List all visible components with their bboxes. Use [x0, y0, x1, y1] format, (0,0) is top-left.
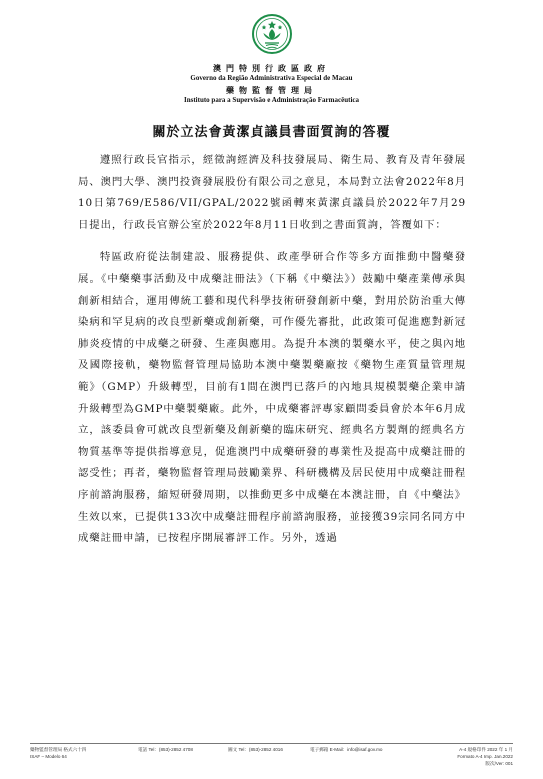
paragraph-1: 遵照行政長官指示，經徵詢經濟及科技發展局、衛生局、教育及青年發展局、澳門大學、澳門投資發展股份有限公司之意見，本局對立法會2022年8月10日第769/E586/VII/GPAL/2022號函轉來黃潔貞議員於2022年7月29日提出，行政長官辦公室於2022年8月11日收到之書面質詢，答覆如下：	[78, 154, 466, 231]
footer-fax: 圖文 Tel：(853)-2852 4016	[228, 747, 283, 752]
footer-tel: 電話 Tel：(853)-2852 4708	[138, 747, 193, 752]
document-body	[78, 150, 466, 550]
footer-form-pt: ISAF – Modelo 64	[30, 754, 67, 759]
footer-divider	[30, 743, 513, 744]
footer-print-info	[457, 746, 513, 767]
macau-emblem-icon	[251, 12, 293, 60]
document-title: 關於立法會黃潔貞議員書面質詢的答覆	[152, 125, 391, 140]
footer-form-id	[30, 746, 86, 760]
government-name-pt: Governo da Região Administrativa Especial de Macau	[190, 74, 353, 82]
institute-name-zh: 藥物監督管理局	[226, 85, 317, 95]
government-name-zh: 澳門特別行政區政府	[213, 63, 330, 73]
footer-print-pt: Formato A-4 Imp. Jan.2022	[457, 754, 513, 759]
paragraph-2: 特區政府從法制建設、服務提供、政產學研合作等多方面推動中醫藥發展。《中藥藥事活動及中成藥註冊法》（下稱《中藥法》）鼓勵中藥產業傳承與創新相結合，運用傳統工藝和現代科學技術研發創新中藥，對用於防治重大傳染病和罕見病的改良型新藥或創新藥，可作優先審批，此政策可促進應對新冠肺炎疫情的中成藥之研發、生產與應用。為提升本澳的製藥水平，使之與內地及國際接軌，藥物監督管理局協助本澳中藥製藥廠按《藥物生產質量管理規範》（GMP）升級轉型，目前有1間在澳門已落戶的內地具規模製藥企業申請升級轉型為GMP中藥製藥廠。此外，中成藥審評專家顧問委員會於本年6月成立，該委員會可就改良型新藥及創新藥的臨床研究、經典名方製劑的經典名方物質基準等提供指導意見，促進澳門中成藥研發的專業性及提高中成藥註冊的認受性；再者，藥物監督管理局鼓勵業界、科研機構及居民使用中成藥註冊程序前諮詢服務，縮短研發周期，以推動更多中成藥在本澳註冊，自《中藥法》生效以來，已提供133次中成藥註冊程序前諮詢服務，並接獲39宗同名同方中成藥註冊申請，已按程序開展審評工作。另外，透過	[78, 251, 466, 545]
footer-form-zh: 藥物監督管理局 格式六十四	[30, 747, 87, 752]
footer-version: 版次/Ver: 001	[485, 761, 513, 766]
page-footer	[0, 743, 543, 773]
footer-email: 電子郵箱 E-Mail：info@isaf.gov.mo	[310, 747, 383, 752]
footer-print-zh: A-4 規格印件 2022 年 1 月	[459, 747, 513, 752]
institute-name-pt: Instituto para a Supervisão e Administração Farmacêutica	[184, 96, 359, 104]
